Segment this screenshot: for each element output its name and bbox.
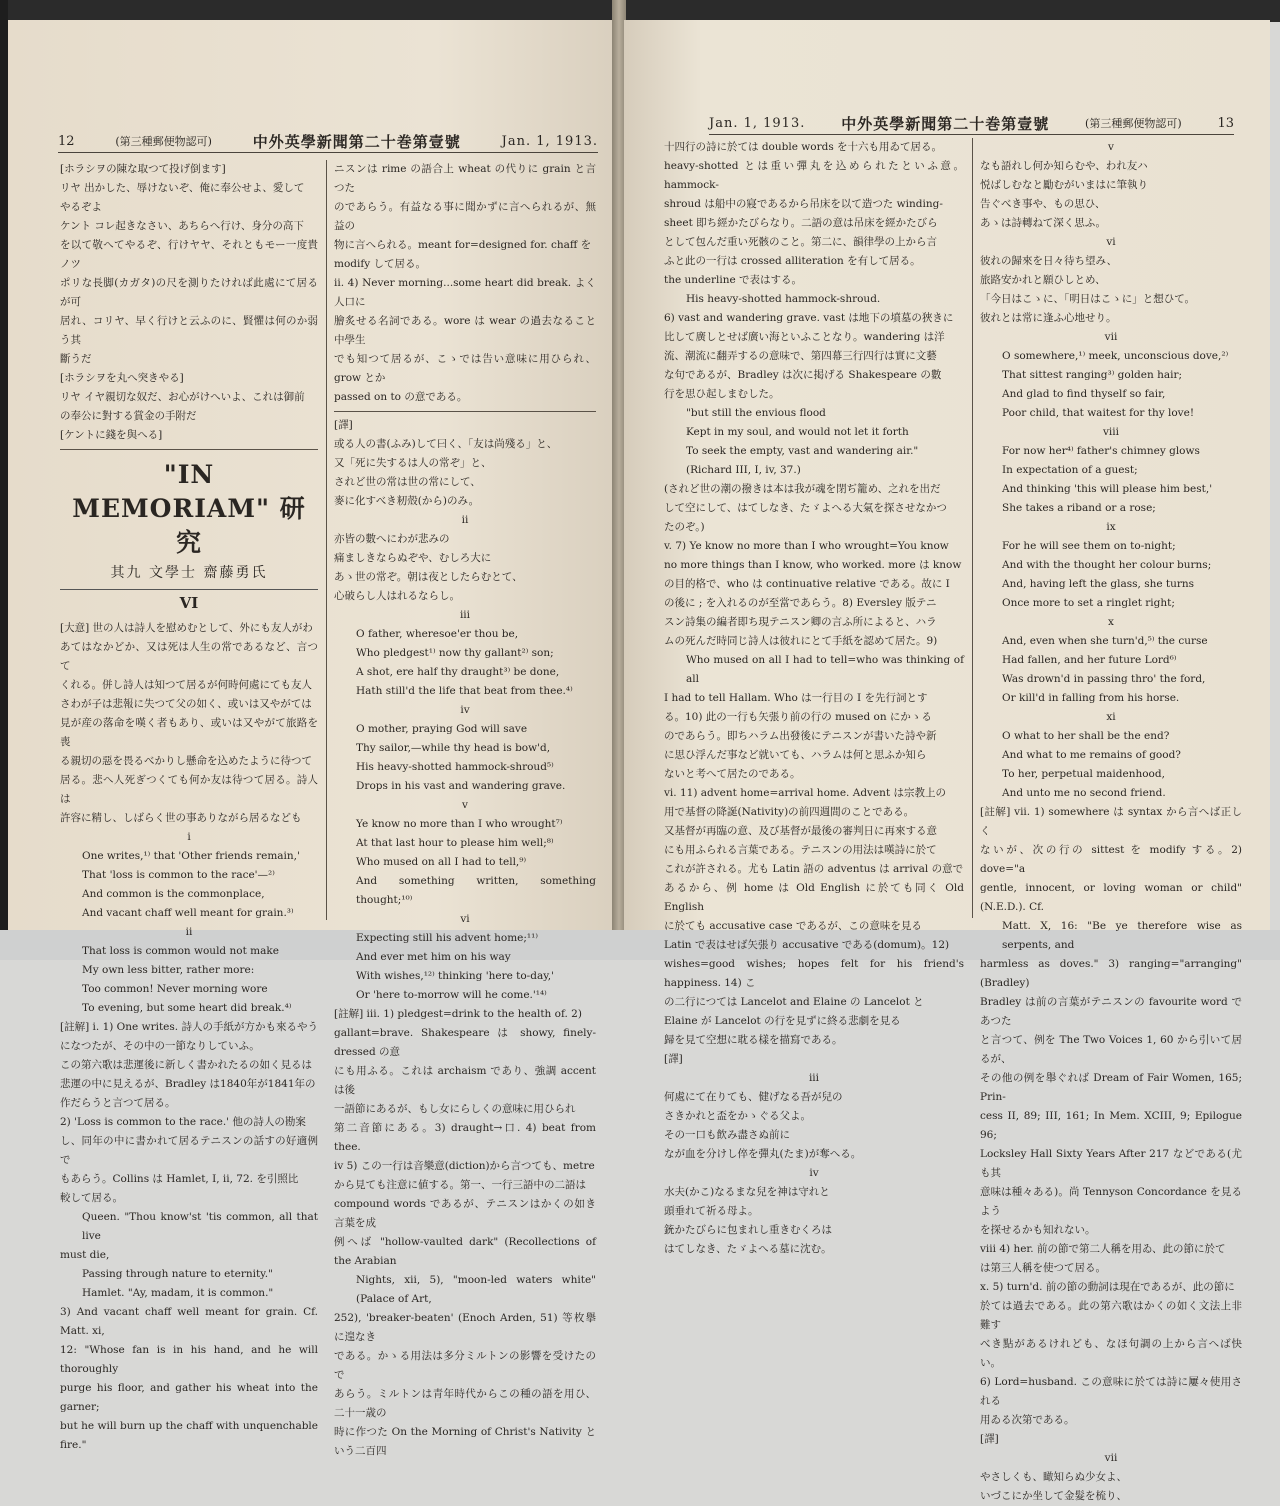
text-line: ないと考へて居たのである。: [664, 768, 801, 780]
text-line: [註解] iii. 1) pledgest=drink to the health of. 2): [334, 1008, 582, 1020]
text-line: になつたが、その中の一節なりしていふ。: [60, 1040, 260, 1052]
stanza-number: v: [462, 799, 468, 811]
text-line: 旅路安かれと願ひしとめ、: [980, 274, 1106, 286]
text-line: Once more to set a ringlet right;: [1002, 597, 1175, 609]
text-line: なが血を分けし倅を彈丸(たま)が奪へる。: [664, 1148, 862, 1160]
text-line: に思ひ浮んだ事など就いても、ハラムは何と思ふか知ら: [664, 749, 927, 761]
text-line: 行を思ひ起しまむした。: [664, 388, 780, 400]
text-line: And common is the commonplace,: [82, 888, 265, 900]
left-running-header: [58, 130, 598, 153]
text-line: に於ても accusative case であるが、この意味を見る: [664, 920, 922, 932]
text-line: と言つて、例を The Two Voices 1, 60 から引いて居るが、: [980, 1034, 1242, 1065]
text-line: [譯]: [980, 1433, 999, 1445]
text-line: For now her⁴⁾ father's chimney glows: [1002, 445, 1200, 457]
text-line: [註解] i. 1) One writes. 詩人の手紙が方かも來るやう: [60, 1021, 318, 1033]
text-line: 第二音節にある。3) draught→口. 4) beat from thee.: [334, 1122, 596, 1153]
text-line: のであらう。有益なる事に聞かずに言へられるが、無益の: [334, 201, 596, 232]
column-rule: [972, 138, 973, 918]
text-line: [大意] 世の人は詩人を慰めむとして、外にも友人がわ: [60, 622, 313, 634]
text-line: And thinking 'this will please him best,': [1002, 483, 1213, 495]
text-line: To evening, but some heart did break.⁴⁾: [82, 1002, 292, 1014]
notes-continued: [334, 160, 596, 407]
text-line: にも用ふる。これは archaism であり、強調 accent は後: [334, 1065, 596, 1096]
text-line: Ye know no more than I who wrought⁷⁾: [356, 818, 563, 830]
text-line: v. 7) Ye know no more than I who wrought=You know: [664, 540, 949, 552]
article-byline: 其九 文學士 齋藤勇氏: [110, 565, 268, 581]
text-line: べき點があるけれども、なほ句調の上から言へば快い。: [980, 1338, 1242, 1369]
text-line: passed on to の意である。: [334, 391, 468, 403]
text-line: O father, wheresoe'er thou be,: [356, 628, 519, 640]
text-line: [ホラシヲを丸へ突きやる]: [60, 372, 184, 384]
text-line: る。10) 此の一行も矢張り前の行の mused on にかゝる: [664, 711, 932, 723]
text-line: し、同年の中に書かれて居るテニスンの話すの好適例で: [60, 1135, 318, 1166]
text-line: 十四行の詩に於ては double words を十六も用ゐて居る。: [664, 141, 943, 153]
text-line: And ever met him on his way: [356, 951, 511, 963]
article-title: "IN MEMORIAM" 研究: [72, 460, 306, 557]
text-line: 時に作つた On the Morning of Christ's Nativity という二百四: [334, 1426, 596, 1457]
newspaper-title: 中外英學新聞第二十巻第壹號: [252, 132, 461, 151]
text-line: あゝ世の常ぞ。朝は夜としたらむとて、: [334, 571, 523, 583]
text-line: Bradley は前の言葉がテニスンの favourite word であつた: [980, 996, 1242, 1027]
text-line: を以て敬へてやるぞ、行けヤヤ、それともモー一度貴ノツ: [60, 239, 318, 270]
right-running-header: [709, 112, 1234, 135]
text-line: shroud は船中の寢であるから吊床を以て造つた winding-: [664, 198, 943, 210]
text-line: ないが、次の行の sittest を modify する。2) dove="a: [980, 844, 1242, 875]
text-line: purge his floor, and gather his wheat into the garner;: [60, 1382, 318, 1413]
text-line: は第三人稱を使つて居る。: [980, 1262, 1106, 1274]
text-line: Hath still'd the life that beat from thee.⁴⁾: [356, 685, 573, 697]
text-line: 彼れとは常に逢ふ心地せり。: [980, 312, 1117, 324]
text-line: "but still the envious flood: [686, 407, 826, 419]
text-line: 麥に化すべき籾殻(から)のみ。: [334, 495, 480, 507]
text-line: And something written, something thought;¹⁰⁾: [356, 875, 596, 906]
text-line: And unto me no second friend.: [1002, 787, 1166, 799]
text-line: gentle, innocent, or loving woman or child" (N.E.D.). Cf.: [980, 882, 1242, 913]
page-number: 13: [1217, 115, 1234, 131]
text-line: viii 4) her. 前の節で第二人稱を用ゐ、此の節に於て: [980, 1243, 1226, 1255]
text-line: iv 5) この一行は音樂意(diction)から言つても、metre: [334, 1160, 595, 1172]
text-line: Too common! Never morning wore: [82, 983, 268, 995]
divider: [334, 411, 596, 412]
text-line: With wishes,¹²⁾ thinking 'here to-day,': [356, 970, 554, 982]
text-line: A shot, ere half thy draught³⁾ be done,: [356, 666, 560, 678]
text-line: Kept in my soul, and would not let it forth: [686, 426, 909, 438]
text-line: compound words であるが、テニスンはかくの如き言葉を成: [334, 1198, 596, 1229]
text-line: 悦ばしむなと勵むがいまはに筆執り: [980, 179, 1148, 191]
text-line: To her, perpetual maidenhood,: [1002, 768, 1165, 780]
text-line: but he will burn up the chaff with unquenchable fire.": [60, 1420, 318, 1451]
text-line: なも語れし何か知らむや、われ友ハ: [980, 160, 1148, 172]
text-line: その一口も飲み盡さぬ前に: [664, 1129, 790, 1141]
text-line: でも知つて居るが、こゝでは告い意味に用ひられ、grow とか: [334, 353, 596, 384]
text-line: In expectation of a guest;: [1002, 464, 1138, 476]
text-line: no more things than I know, who worked. more は know: [664, 559, 962, 571]
text-line: Queen. "Thou know'st 'tis common, all that live: [82, 1211, 318, 1242]
text-line: the underline で表はする。: [664, 274, 803, 286]
text-line: 見が産の落命を嘆く者もあり、或いは又やがて旅路を喪: [60, 717, 318, 748]
text-line: ケント コレ起きなさい、あちらへ行け、身分の高下: [60, 220, 304, 232]
left-column-1: [60, 160, 318, 1451]
text-line: 許容に精し、しばらく世の事ありながら居るなども: [60, 812, 302, 824]
text-line: リヤ イヤ親切な奴だ、お心がけへいよ、これは御前: [60, 391, 305, 403]
text-line: 6) Lord=husband. この意味に於ては詩に屢々使用される: [980, 1376, 1242, 1407]
stanza-number: ii: [461, 514, 469, 526]
text-line: harmless as doves." 3) ranging="arranging" (Bradley): [980, 958, 1242, 989]
issue-date: Jan. 1, 1913.: [501, 133, 598, 149]
text-line: [註解] vii. 1) somewhere は syntax から言へば正しく: [980, 806, 1242, 837]
stanza-number: vi: [1106, 236, 1116, 248]
text-line: の奉公に對する賞金の手附だ: [60, 410, 197, 422]
text-line: 彼れの歸來を日々待ち望み、: [980, 255, 1118, 267]
stanza-number: iii: [459, 609, 471, 621]
left-column-2: [334, 160, 596, 1457]
right-column-2: [980, 138, 1242, 1502]
text-line: 膾炙せる名詞である。wore は wear の過去なること中學生: [334, 315, 596, 346]
text-line: 於ては過去である。此の第六歌はかくの如く文法上非難す: [980, 1300, 1242, 1331]
poem-and-notes: [334, 416, 596, 1461]
text-line: さわが子は悲報に失つて父の如く、或いは又やがては: [60, 698, 312, 710]
text-line: さきかれと盃をかゝぐる父よ。: [664, 1110, 811, 1122]
book-cover-spine: [0, 0, 8, 930]
text-line: O somewhere,¹⁾ meek, unconscious dove,²⁾: [1002, 350, 1229, 362]
text-line: Had fallen, and her future Lord⁶⁾: [1002, 654, 1177, 666]
text-line: 3) And vacant chaff well meant for grain. Cf. Matt. xi,: [60, 1306, 318, 1337]
text-line: ニスンは rime の語合上 wheat の代りに grain と言つた: [334, 163, 596, 194]
text-line: heavy-shotted とは重い彈丸を込められたといふ意。hammock-: [664, 160, 964, 191]
text-line: My own less bitter, rather more:: [82, 964, 255, 976]
text-line: 悲運の中に見えるが、Bradley は1840年が1841年の: [60, 1078, 316, 1090]
divider: [60, 449, 318, 450]
text-line: リヤ 出かした、辱けないぞ、俺に奉公せよ、愛して: [60, 182, 305, 194]
text-line: あゝは詩轉ねて深く思ふ。: [980, 217, 1106, 229]
text-line: 銃かたびらに包まれし重きむくろは: [664, 1224, 832, 1236]
text-line: 用で基督の降誕(Nativity)の前四週間のことである。: [664, 806, 915, 818]
text-line: His heavy-shotted hammock-shroud.: [686, 293, 881, 305]
text-line: 斷うだ: [60, 353, 92, 365]
text-line: 歸を見て空想に耽る樣を描寫である。: [664, 1034, 843, 1046]
text-line: must die,: [60, 1249, 110, 1261]
text-line: Drops in his vast and wandering grave.: [356, 780, 566, 792]
article-heading: [60, 458, 318, 583]
text-line: あるから、例 home は Old English に於ても同く Old English: [664, 882, 964, 913]
text-line: Poor child, that waitest for thy love!: [1002, 407, 1195, 419]
text-line: 比して廣しとせば廣い海といふことなり。wandering は洋: [664, 331, 945, 343]
text-line: O what to her shall be the end?: [1002, 730, 1170, 742]
text-line: 告ぐべき事や、もの思ひ、: [980, 198, 1106, 210]
text-line: That 'loss is common to the race'—²⁾: [82, 869, 275, 881]
text-line: である。かゝる用法は多分ミルトンの影響を受けたので: [334, 1350, 596, 1381]
text-line: Passing through nature to eternity.": [82, 1268, 273, 1280]
text-line: 或る人の書(ふみ)して曰く、「友は尚殘る」と、: [334, 438, 558, 450]
text-line: 又「死に失するは人の常ぞ」と、: [334, 457, 492, 469]
stanza-number: iv: [809, 1167, 819, 1179]
text-line: スン詩集の編者即ち現テニスン卿の言ふ所によると、ハラ: [664, 616, 937, 628]
text-line: はてしなき、たゞよへる墓に沈む。: [664, 1243, 832, 1255]
text-line: sheet 即ち經かたびらなり。二語の意は吊床を經かたびら: [664, 217, 938, 229]
permit-notice: (第三種郵便物認可): [115, 135, 212, 148]
text-line: [譯]: [664, 1053, 683, 1065]
text-line: [譯]: [334, 419, 353, 431]
text-line: gallant=brave. Shakespeare は showy, finely-dressed の意: [334, 1027, 596, 1058]
text-line: の二行につては Lancelot and Elaine の Lancelot と: [664, 996, 924, 1008]
text-line: x. 5) turn'd. 前の節の動詞は現在であるが、此の節に: [980, 1281, 1235, 1293]
text-line: して空にして、はてしなき、たゞよへる大氣を探させなかつ: [664, 502, 947, 514]
text-line: At that last hour to please him well;⁸⁾: [356, 837, 554, 849]
text-line: 6) vast and wandering grave. vast は地下の墳墓の狹きに: [664, 312, 954, 324]
text-line: Who mused on all I had to tell,⁹⁾: [356, 856, 527, 868]
text-line: Locksley Hall Sixty Years After 217 などである(尤も其: [980, 1148, 1242, 1179]
text-line: たのぞ。): [664, 521, 705, 533]
text-line: 水夫(かこ)なるまな兒を神は守れと: [664, 1186, 830, 1198]
text-line: Or 'here to-morrow will he come.'¹⁴⁾: [356, 989, 547, 1001]
text-line: modify して居る。: [334, 258, 427, 270]
text-line: この第六歌は悲運後に新しく書かれたるの如く見るは: [60, 1059, 312, 1071]
right-page: [624, 20, 1270, 1502]
stanza-number: vii: [1104, 1452, 1118, 1464]
text-line: 痛ましきならぬぞや、むしろ大に: [334, 552, 492, 564]
text-line: Who pledgest¹⁾ now thy gallant²⁾ son;: [356, 647, 554, 659]
text-line: Nights, xii, 5), "moon-led waters white" (Palace of Art,: [356, 1274, 596, 1305]
text-line: これが許される。尤も Latin 語の adventus は arrival の意で: [664, 863, 964, 875]
text-line: That loss is common would not make: [82, 945, 279, 957]
text-line: [ケントに錢を與へる]: [60, 429, 163, 441]
stanza-number: iv: [460, 704, 470, 716]
text-line: 252), 'breaker-beaten' (Enoch Arden, 51) 等枚擧に遑なき: [334, 1312, 596, 1343]
text-line: And, having left the glass, she turns: [1002, 578, 1195, 590]
text-line: His heavy-shotted hammock-shroud⁵⁾: [356, 761, 554, 773]
text-line: にも用ふられる言葉である。テニスンの用法は嘆詩に於て: [664, 844, 937, 856]
text-line: 物に言へられる。meant for=designed for. chaff を: [334, 239, 592, 251]
text-line: の目的格で、who は continuative relative である。故に I: [664, 578, 950, 590]
permit-notice: (第三種郵便物認可): [1085, 117, 1182, 130]
text-line: For he will see them on to-night;: [1002, 540, 1176, 552]
text-line: から見ても注意に値する。第一、一行三語中の二語は: [334, 1179, 586, 1191]
text-line: One writes,¹⁾ that 'Other friends remain,': [82, 850, 300, 862]
text-line: 頭垂れて祈る母よ。: [664, 1205, 759, 1217]
text-line: 一語節にあるが、もし女にらしくの意味に用ひられ: [334, 1103, 576, 1115]
text-line: cess II, 89; III, 161; In Mem. XCIII, 9; Epilogue 96;: [980, 1110, 1242, 1141]
text-line: な句であるが、Bradley は次に掲げる Shakespeare の數: [664, 369, 942, 381]
text-line: And, even when she turn'd,⁵⁾ the curse: [1002, 635, 1208, 647]
text-line: 「今日はこゝに、「明日はこゝに」と想ひて。: [980, 293, 1196, 305]
text-line: Or kill'd in falling from his horse.: [1002, 692, 1180, 704]
text-line: もあらう。Collins は Hamlet, I, ii, 72. を引照比: [60, 1173, 299, 1185]
text-line: 較して居る。: [60, 1192, 123, 1204]
stanza-number: v: [1108, 141, 1114, 153]
text-line: 2) 'Loss is common to the race.' 他の詩人の勘案: [60, 1116, 306, 1128]
text-line: And glad to find thyself so fair,: [1002, 388, 1166, 400]
text-line: (Richard III, I, iv, 37.): [686, 464, 801, 476]
text-line: を探せるかも知れない。: [980, 1224, 1096, 1236]
text-line: の後に ; を入れるのが至當であらう。8) Eversley 版テニ: [664, 597, 937, 609]
book-cover-top: [0, 0, 1280, 22]
stanza-number: vii: [1104, 331, 1118, 343]
text-line: されど世の常は世の常にして、: [334, 476, 481, 488]
text-line: あらう。ミルトンは青年時代からこの種の語を用ひ、二十一歳の: [334, 1388, 596, 1419]
stanza-number: vi: [460, 913, 470, 925]
text-line: 何處にて在りても、健げなる吾が兒の: [664, 1091, 843, 1103]
text-line: And with the thought her colour burns;: [1002, 559, 1212, 571]
text-line: And vacant chaff well meant for grain.³⁾: [82, 907, 294, 919]
text-line: として包んだ重い死骸のこと。第二に、韻律學の上から言: [664, 236, 937, 248]
article-body: [60, 619, 318, 1455]
text-line: ポリな長脚(カガタ)の尺を測りたければ此處にて居るが可: [60, 277, 318, 308]
text-line: Thy sailor,—while thy head is bow'd,: [356, 742, 551, 754]
text-line: Hamlet. "Ay, madam, it is common.": [82, 1287, 274, 1299]
text-line: She takes a riband or a rose;: [1002, 502, 1156, 514]
right-column-1: [664, 138, 964, 1255]
left-page: [8, 20, 620, 1457]
text-line: くれる。併し詩人は知つて居るが何時何處にても友人: [60, 679, 312, 691]
text-line: I had to tell Hallam. Who は一行目の I を先行詞とす: [664, 692, 928, 704]
text-line: (されど世の潮の撥きは本は我が魂を閉ぢ籠め、之れを出だ: [664, 483, 941, 495]
text-line: 例へば "hollow-vaulted dark" (Recollections of the Arabian: [334, 1236, 596, 1267]
text-line: 作だらうと言つて居る。: [60, 1097, 176, 1109]
column-rule: [326, 160, 327, 920]
stanza-number: viii: [1102, 426, 1119, 438]
text-line: ムの死んだ時同じ詩人は彼れにとて手紙を認めて居た。9): [664, 635, 938, 647]
text-line: And what to me remains of good?: [1002, 749, 1181, 761]
section-number: VI: [60, 589, 318, 613]
text-line: Matt. X, 16: "Be ye therefore wise as serpents, and: [1002, 920, 1242, 951]
text-line: Expecting still his advent home;¹¹⁾: [356, 932, 538, 944]
stanza-number: i: [187, 831, 191, 843]
stanza-number: ix: [1106, 521, 1116, 533]
text-line: Who mused on all I had to tell=who was thinking of all: [686, 654, 964, 685]
text-line: 居れ、コリヤ、早く行けと云ふのに、賢懼は何のか弱う其: [60, 315, 318, 346]
stanza-number: iii: [808, 1072, 820, 1084]
text-line: To seek the empty, vast and wandering air.": [686, 445, 919, 457]
text-line: あてはなかどか、又は死は人生の常であるなど、言つて: [60, 641, 318, 672]
text-line: Latin で表はせば矢張り accusative である(domum)。12): [664, 939, 950, 951]
text-line: 亦皆の數へにわが悲みの: [334, 533, 450, 545]
text-line: 又基督が再臨の意、及び基督が最後の審判日に再來する意: [664, 825, 937, 837]
text-line: 用ゐる次第である。: [980, 1414, 1075, 1426]
text-line: vi. 11) advent home=arrival home. Advent は宗教上の: [664, 787, 947, 799]
text-line: ふと此の一行は crossed alliteration を有して居る。: [664, 255, 921, 267]
text-line: やさしくも、瞰知らぬ少女よ、: [980, 1471, 1127, 1483]
stanza-number: ii: [185, 926, 193, 938]
text-line: That sittest ranging³⁾ golden hair;: [1002, 369, 1183, 381]
stanza-number: xi: [1106, 711, 1116, 723]
text-line: やるぞよ: [60, 201, 102, 213]
text-line: 流、潮流に翻弄するの意味で、第四幕三行四行は實に文藝: [664, 350, 937, 362]
text-line: 居る。悲へ人死ぎつくても何か友は待つて居る。詩人は: [60, 774, 318, 805]
text-line: 意味は種々ある)。尚 Tennyson Concordance を見るよう: [980, 1186, 1242, 1217]
page-number: 12: [58, 133, 75, 149]
text-line: [ホラシヲの陳な取つて投げ倒ます]: [60, 163, 226, 175]
text-line: Was drown'd in passing thro' the ford,: [1002, 673, 1206, 685]
play-excerpt: [60, 160, 318, 445]
text-line: ii. 4) Never morning...some heart did break. よく人口に: [334, 277, 596, 308]
text-line: 心破らし人はれるならし。: [334, 590, 460, 602]
text-line: Elaine が Lancelot の行を見ずに終る悲劇を見る: [664, 1015, 901, 1027]
text-line: いづこにか坐して金髮を梳り、: [980, 1490, 1127, 1502]
stanza-number: x: [1108, 616, 1114, 628]
text-line: その他の例を舉ぐれば Dream of Fair Women, 165; Prin-: [980, 1072, 1242, 1103]
newspaper-title: 中外英學新聞第二十巻第壹號: [841, 114, 1050, 133]
text-line: O mother, praying God will save: [356, 723, 528, 735]
text-line: のであらう。即ちハラム出發後にテニスンが書いた詩や新: [664, 730, 937, 742]
issue-date: Jan. 1, 1913.: [709, 115, 806, 131]
text-line: 12: "Whose fan is in his hand, and he will thoroughly: [60, 1344, 318, 1375]
text-line: wishes=good wishes; hopes felt for his friend's happiness. 14) こ: [664, 958, 964, 989]
text-line: る親切の惡を畏るべかりし懸命を込めたように待つて: [60, 755, 312, 767]
